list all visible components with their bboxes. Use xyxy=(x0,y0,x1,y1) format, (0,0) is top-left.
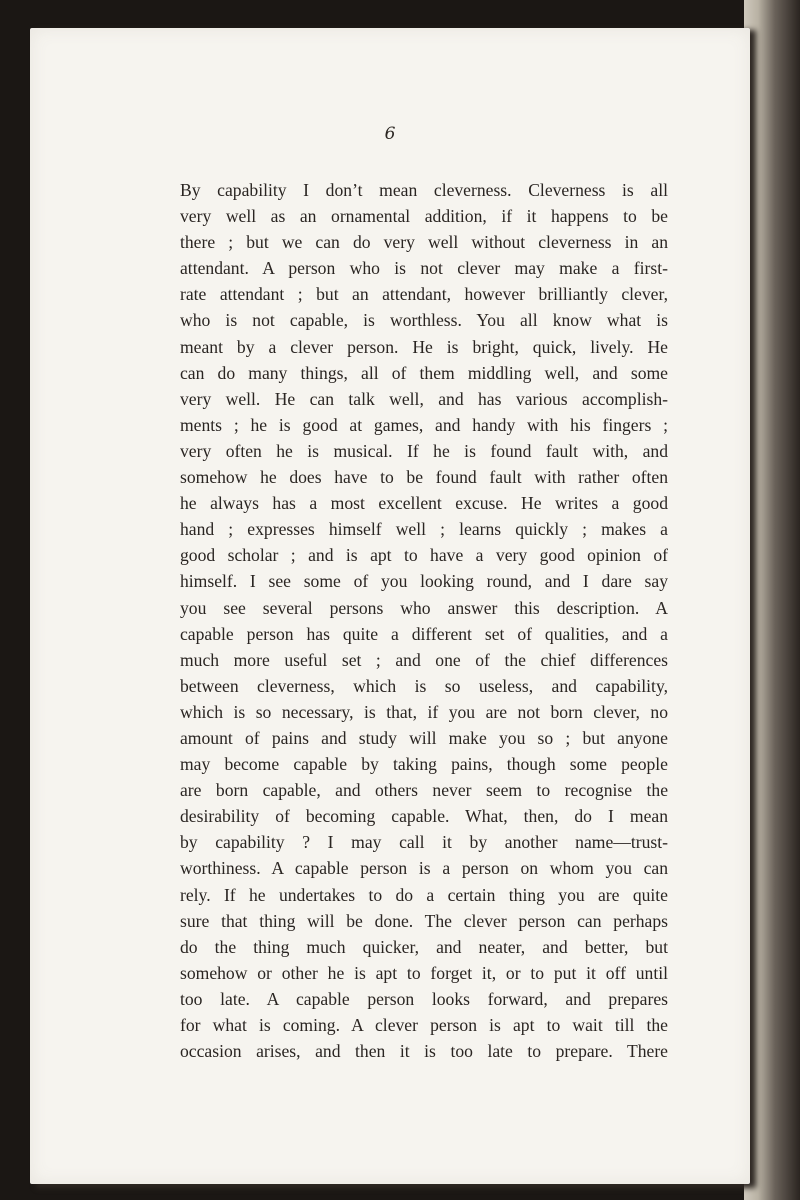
text-line: very well. He can talk well, and has various accomplish- xyxy=(180,388,668,409)
text-line: are born capable, and others never seem to recognise the xyxy=(180,780,668,801)
text-line: for what is coming. A clever person is apt to wait till the xyxy=(180,1015,668,1035)
text-line: ments ; he is good at games, and handy with his fingers ; xyxy=(180,414,668,435)
text-line: he always has a most excellent excuse. He writes a good xyxy=(180,493,668,514)
text-line: desirability of becoming capable. What, then, do I mean xyxy=(180,806,668,827)
text-line: capable person has quite a different set of qualities, and a xyxy=(180,623,668,644)
text-line: himself. I see some of you looking round, and I dare say xyxy=(180,571,668,592)
text-line: attendant. A person who is not clever may make a first- xyxy=(180,258,668,279)
text-line: very well as an ornamental addition, if it happens to be xyxy=(180,206,668,227)
text-line: too late. A capable person looks forward, and prepares xyxy=(180,988,668,1009)
text-line: very often he is musical. If he is found fault with, and xyxy=(180,440,668,461)
text-line: By capability I don’t mean cleverness. Cleverness is all xyxy=(180,180,668,200)
text-line: somehow or other he is apt to forget it, or to put it off until xyxy=(180,962,668,983)
text-line: you see several persons who answer this description. A xyxy=(180,597,668,618)
text-line: can do many things, all of them middling well, and some xyxy=(180,362,668,383)
text-line: do the thing much quicker, and neater, and better, but xyxy=(180,936,668,957)
text-line: rely. If he undertakes to do a certain thing you are quite xyxy=(180,884,668,905)
text-line: much more useful set ; and one of the chief differences xyxy=(180,649,668,670)
text-line: good scholar ; and is apt to have a very good opinion of xyxy=(180,545,668,566)
text-line: there ; but we can do very well without cleverness in an xyxy=(180,232,668,253)
book-page xyxy=(30,28,750,1184)
text-line: may become capable by taking pains, though some people xyxy=(180,754,668,775)
text-line: amount of pains and study will make you so ; but anyone xyxy=(180,727,668,748)
text-line: occasion arises, and then it is too late to prepare. There xyxy=(180,1041,668,1062)
body-text xyxy=(180,177,668,1064)
text-line: somehow he does have to be found fault with rather often xyxy=(180,467,668,488)
text-line: by capability ? I may call it by another name—trust- xyxy=(180,832,668,853)
page-number: 6 xyxy=(384,124,396,144)
text-line: worthiness. A capable person is a person on whom you can xyxy=(180,858,668,879)
text-line: rate attendant ; but an attendant, however brilliantly clever, xyxy=(180,284,668,305)
text-line: meant by a clever person. He is bright, quick, lively. He xyxy=(180,336,668,357)
text-line: hand ; expresses himself well ; learns quickly ; makes a xyxy=(180,519,668,540)
text-line: who is not capable, is worthless. You all know what is xyxy=(180,310,668,331)
text-line: between cleverness, which is so useless, and capability, xyxy=(180,675,668,696)
text-line: sure that thing will be done. The clever person can perhaps xyxy=(180,910,668,931)
text-line: which is so necessary, is that, if you are not born clever, no xyxy=(180,701,668,722)
